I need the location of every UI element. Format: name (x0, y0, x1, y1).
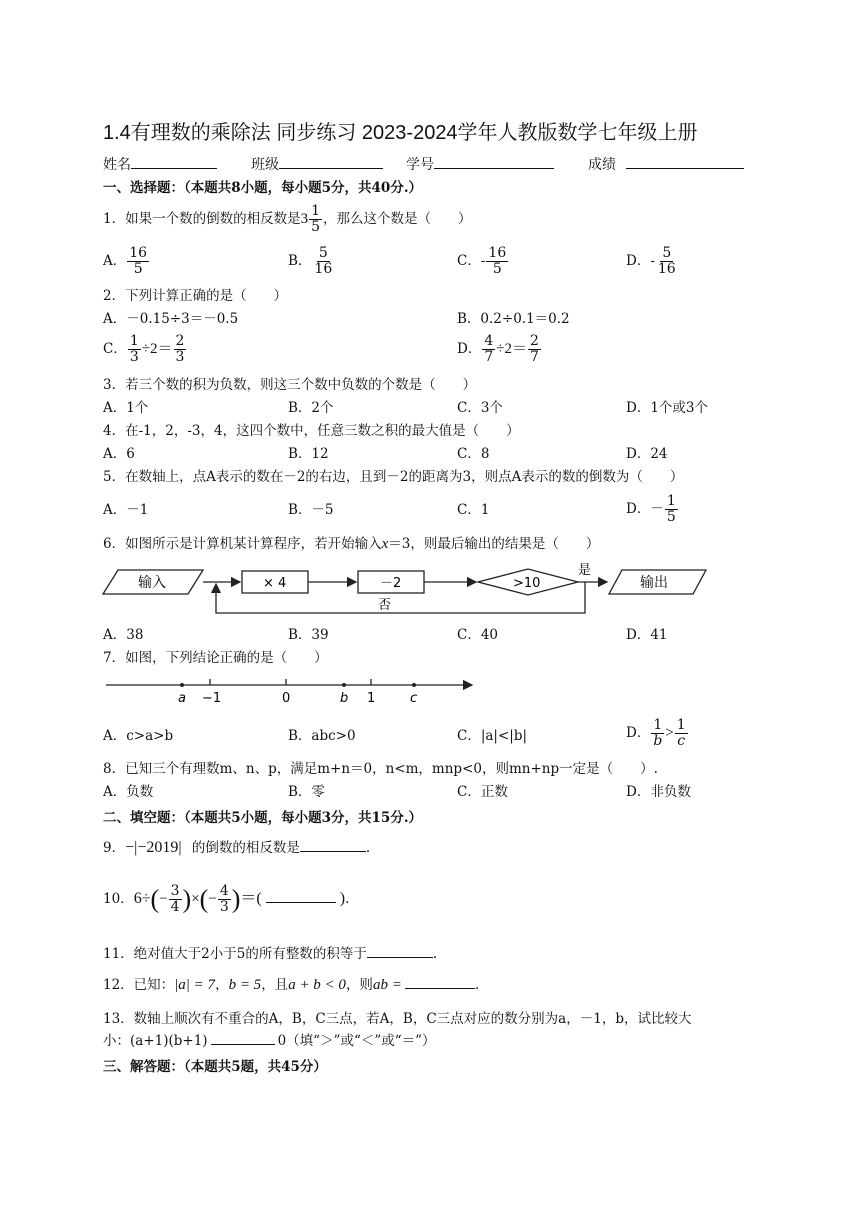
q1-option-c[interactable]: C．- $\frac{16}{5}$ (457, 245, 507, 277)
q2-option-c[interactable]: C． $\frac{1}{3}$ ÷2＝ $\frac{2}{3}$ (103, 333, 185, 365)
score-blank[interactable] (626, 156, 744, 169)
section-2-heading: 二、填空题：（本题共5小题，每小题3分，共15分.） (103, 810, 423, 826)
class-field[interactable] (251, 154, 383, 174)
q8-option-b[interactable]: B．零 (288, 784, 325, 800)
score-label: 成绩 (588, 157, 616, 173)
q1-stem (103, 204, 472, 235)
q1-option-b[interactable]: B． $\frac{5}{16}$ (288, 245, 333, 277)
section-3-heading: 三、解答题：（本题共5题，共45分） (103, 1059, 327, 1075)
q5-option-a[interactable]: A．－1 (103, 502, 149, 518)
q1-frac-den: 5 (311, 219, 321, 235)
q12-answer-blank[interactable] (405, 976, 475, 989)
point-b (342, 683, 346, 687)
page-title: 1.4有理数的乘除法 同步练习 2023-2024学年人教版数学七年级上册 (103, 122, 698, 144)
score-field[interactable] (588, 154, 744, 174)
q5-stem: 5．在数轴上，点A表示的数在－2的右边，且到－2的距离为3，则点A表示的数的倒数为（ ） (103, 469, 684, 485)
q13-line1: 13．数轴上顺次有不重合的A，B，C三点，若A，B，C三点对应的数分别为a，－1，b，试比较大 (103, 1011, 692, 1027)
q8-option-c[interactable]: C．正数 (457, 784, 508, 800)
q2-option-b[interactable]: B．0.2÷0.1＝0.2 (457, 311, 570, 327)
q4-stem: 4．在-1，2，-3，4，这四个数中，任意三数之积的最大值是（ ） (103, 423, 520, 439)
name-field[interactable] (103, 154, 217, 174)
flow-yes-label: 是 (578, 563, 592, 578)
q5-option-c[interactable]: C．1 (457, 502, 490, 518)
q7-option-c[interactable]: C．|a|<|b| (457, 728, 528, 744)
q4-option-a[interactable]: A．6 (103, 446, 135, 462)
q6-option-a[interactable]: A．38 (103, 627, 144, 643)
q5-option-b[interactable]: B．－5 (288, 502, 334, 518)
q7-option-d[interactable]: D． $\frac{1}{b}$ > $\frac{1}{c}$ (626, 717, 686, 749)
id-blank[interactable] (434, 156, 554, 169)
label-b: b (340, 691, 349, 706)
label-c: c (410, 691, 418, 706)
label-a: a (178, 691, 186, 706)
q6-flowchart (100, 560, 720, 620)
q9-answer-blank[interactable] (300, 839, 366, 852)
q6-option-c[interactable]: C．40 (457, 627, 499, 643)
q6-option-d[interactable]: D．41 (626, 627, 668, 643)
point-a (180, 683, 184, 687)
section-1-heading: 一、选择题：（本题共8小题，每小题5分，共40分.） (103, 180, 423, 196)
q6-stem: 6．如图所示是计算机某计算程序，若开始输入x＝3，则最后输出的结果是（ ） (103, 536, 600, 552)
q1-stem-b: ，那么这个数是（ ） (323, 211, 472, 227)
q3-stem: 3．若三个数的积为负数，则这三个数中负数的个数是（ ） (103, 377, 477, 393)
q6-option-b[interactable]: B．39 (288, 627, 329, 643)
flow-input-label: 输入 (138, 575, 166, 591)
flow-cond-label: >10 (513, 576, 541, 591)
q8-stem: 8．已知三个有理数m、n、p，满足m+n＝0，n<m，mnp<0，则mn+np一定是（ ）. (103, 761, 658, 777)
q2-option-a[interactable]: A．－0.15÷3＝－0.5 (103, 311, 239, 327)
flow-no-label: 否 (378, 598, 392, 613)
q1-stem-a: 1．如果一个数的倒数的相反数是 (103, 211, 301, 227)
q8-option-d[interactable]: D．非负数 (626, 784, 691, 800)
class-blank[interactable] (279, 156, 383, 169)
q12: 12．已知：|a| = 7，b = 5，且a + b < 0，则ab = . (103, 977, 480, 993)
q4-option-d[interactable]: D．24 (626, 446, 668, 462)
name-label: 姓名 (103, 157, 131, 173)
name-blank[interactable] (131, 156, 217, 169)
q13-line2: 小：(a+1)(b+1) 0（填“＞”或“＜”或“＝”） (103, 1033, 436, 1049)
label-minus-one: −1 (202, 691, 222, 706)
q11: 11．绝对值大于2小于5的所有整数的积等于 . (103, 946, 438, 962)
q3-option-c[interactable]: C．3个 (457, 400, 503, 416)
q8-option-a[interactable]: A．负数 (103, 784, 154, 800)
q7-option-a[interactable]: A．c>a>b (103, 728, 174, 744)
q7-stem: 7．如图，下列结论正确的是（ ） (103, 650, 328, 666)
flow-step1-label: × 4 (263, 576, 287, 591)
q1-option-d[interactable]: D．- $\frac{5}{16}$ (626, 245, 676, 277)
id-label: 学号 (406, 157, 434, 173)
q10: 10．6÷(− $\frac{3}{4}$ )×(− $\frac{4}{3}$ )＝( ). (103, 883, 350, 915)
q5-option-d[interactable]: D．－ $\frac{1}{5}$ (626, 493, 676, 525)
label-zero: 0 (282, 691, 291, 706)
q4-option-b[interactable]: B．12 (288, 446, 329, 462)
class-label: 班级 (251, 157, 279, 173)
q1-option-a[interactable]: A． $\frac{16}{5}$ (103, 245, 148, 277)
q4-option-c[interactable]: C．8 (457, 446, 490, 462)
q9: 9．−|−2019| 的倒数的相反数是 . (103, 839, 371, 856)
q1-frac-num: 1 (311, 203, 321, 219)
q2-option-d[interactable]: D． $\frac{4}{7}$ ÷2＝ $\frac{2}{7}$ (457, 333, 539, 365)
flow-output-label: 输出 (640, 575, 668, 591)
q1-whole: 3 (300, 211, 309, 227)
point-c (412, 683, 416, 687)
q3-option-b[interactable]: B．2个 (288, 400, 334, 416)
label-one: 1 (367, 691, 376, 706)
q11-answer-blank[interactable] (367, 945, 433, 958)
q3-option-a[interactable]: A．1个 (103, 400, 149, 416)
id-field[interactable] (406, 154, 554, 174)
q7-number-line (100, 674, 480, 710)
q7-option-b[interactable]: B．abc>0 (288, 728, 356, 744)
q13-answer-blank[interactable] (211, 1032, 275, 1045)
flow-step2-label: －2 (380, 576, 402, 591)
q2-stem: 2．下列计算正确的是（ ） (103, 288, 288, 304)
q10-answer-blank[interactable] (266, 890, 336, 903)
q3-option-d[interactable]: D．1个或3个 (626, 400, 709, 416)
